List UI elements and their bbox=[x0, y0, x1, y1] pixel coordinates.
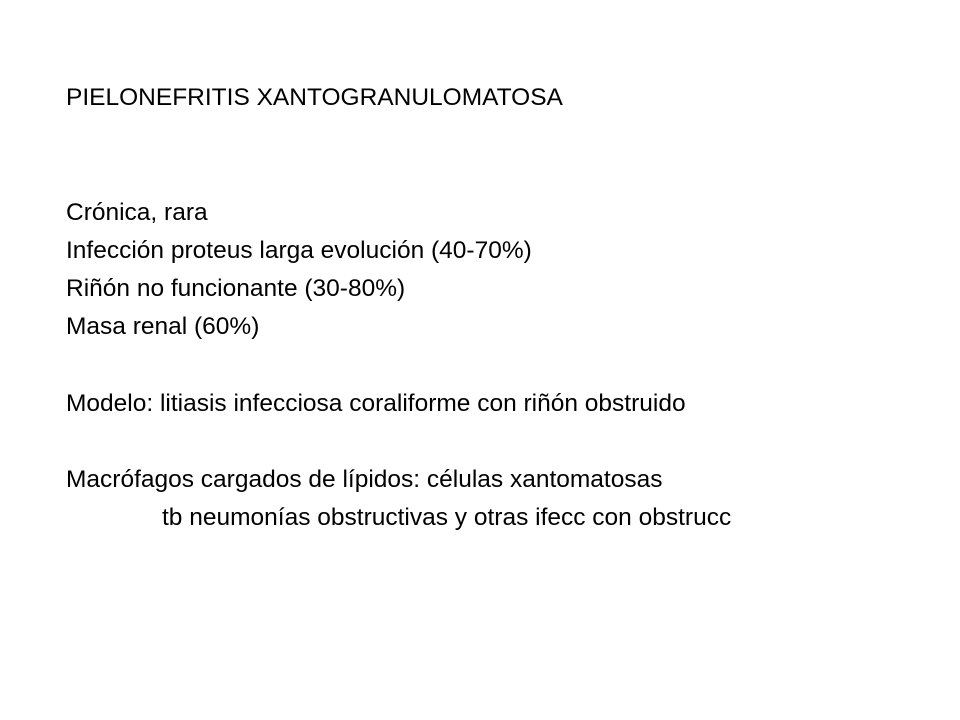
text-line-obstructive: tb neumonías obstructivas y otras ifecc con obstrucc bbox=[162, 504, 732, 531]
text-line-infection: Infección proteus larga evolución (40-70%) bbox=[66, 237, 532, 264]
text-line-mass: Masa renal (60%) bbox=[66, 313, 260, 340]
slide-title: PIELONEFRITIS XANTOGRANULOMATOSA bbox=[66, 84, 563, 111]
text-line-chronic: Crónica, rara bbox=[66, 199, 208, 226]
text-line-model: Modelo: litiasis infecciosa coraliforme con riñón obstruido bbox=[66, 390, 686, 417]
text-line-kidney: Riñón no funcionante (30-80%) bbox=[66, 275, 406, 302]
text-line-macrophages: Macrófagos cargados de lípidos: células xantomatosas bbox=[66, 466, 663, 493]
